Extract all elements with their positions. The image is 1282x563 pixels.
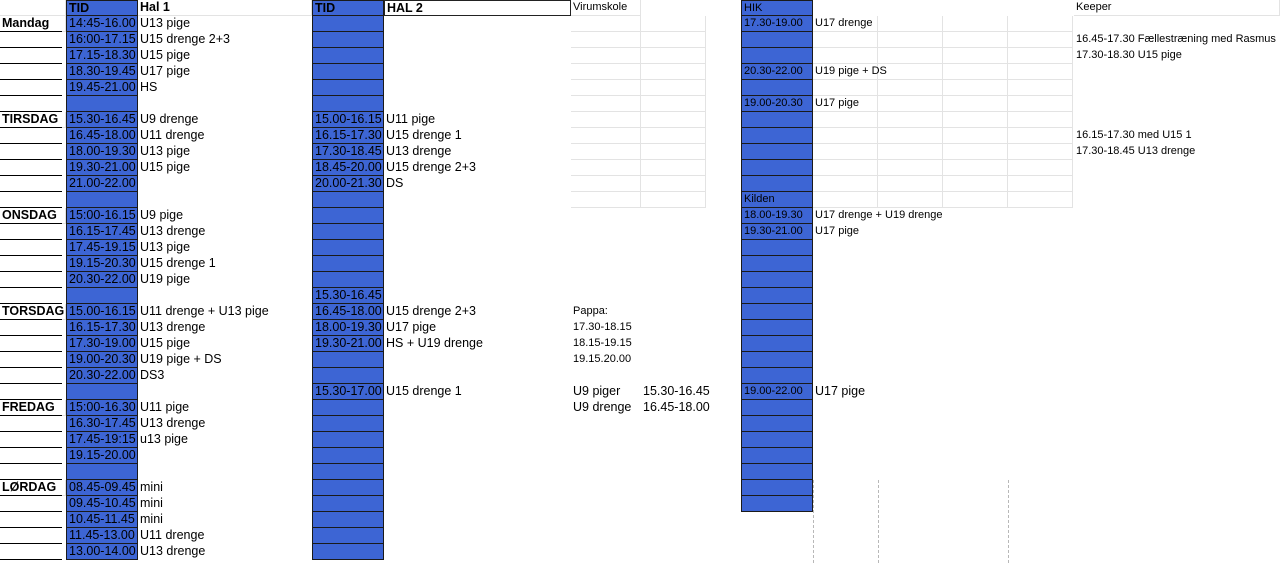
- grid-empty-cell[interactable]: [1008, 128, 1073, 144]
- hal2-time-empty-cell[interactable]: [312, 400, 384, 416]
- hik-time-empty-cell[interactable]: [741, 32, 813, 48]
- hik-time-empty-cell[interactable]: [741, 336, 813, 352]
- hik-time-cell[interactable]: 19.00-20.30: [741, 96, 813, 112]
- hal1-team-cell[interactable]: mini: [140, 480, 163, 494]
- hal2-time-cell[interactable]: 15.30-16.45: [312, 288, 384, 304]
- row-divider: [0, 207, 62, 208]
- hal1-time-cell[interactable]: 19.15-20.30: [66, 256, 138, 272]
- row-divider: [0, 95, 62, 96]
- hal1-team-cell[interactable]: DS3: [140, 368, 165, 382]
- hik-time-empty-cell[interactable]: [741, 80, 813, 96]
- hal2-time-empty-cell[interactable]: [312, 192, 384, 208]
- hal1-time-cell[interactable]: 11.45-13.00: [66, 528, 138, 544]
- hal1-team-cell[interactable]: [138, 96, 312, 112]
- hal1-time-cell[interactable]: 19.45-21.00: [66, 80, 138, 96]
- grid-empty-cell[interactable]: [571, 96, 641, 112]
- hal1-team-cell[interactable]: U13 pige: [140, 240, 191, 254]
- grid-empty-cell[interactable]: [1008, 80, 1073, 96]
- row-divider: [0, 223, 62, 224]
- hal1-time-cell[interactable]: 17.15-18.30: [66, 48, 138, 64]
- hik-time-empty-cell[interactable]: [741, 48, 813, 64]
- grid-empty-cell[interactable]: [571, 64, 641, 80]
- hal1-time-cell[interactable]: 17.30-19.00: [66, 336, 138, 352]
- row-divider: [0, 239, 62, 240]
- row-divider: [0, 479, 62, 480]
- day-label-tirsdag[interactable]: TIRSDAG: [0, 112, 66, 128]
- hal1-time-cell[interactable]: 13.00-14.00: [66, 544, 138, 560]
- hik-time-empty-cell[interactable]: [741, 144, 813, 160]
- hal2-time-empty-cell[interactable]: [312, 448, 384, 464]
- grid-empty-cell[interactable]: [1008, 112, 1073, 128]
- hal1-time-cell[interactable]: 10.45-11.45: [66, 512, 138, 528]
- hik-time-empty-cell[interactable]: [741, 480, 813, 496]
- virum-cell-b[interactable]: 15.30-16.45: [643, 384, 710, 398]
- hik-time-empty-cell[interactable]: [741, 288, 813, 304]
- hal2-time-empty-cell[interactable]: [312, 224, 384, 240]
- grid-empty-cell[interactable]: [1008, 160, 1073, 176]
- hal1-team-cell[interactable]: U15 pige: [140, 48, 191, 62]
- grid-empty-cell[interactable]: [1008, 64, 1073, 80]
- header-hik[interactable]: HIK: [741, 0, 813, 16]
- hal1-time-cell[interactable]: 20.30-22.00: [66, 368, 138, 384]
- hik-time-cell[interactable]: 19.00-22.00: [741, 384, 813, 400]
- hal1-team-cell[interactable]: [138, 192, 312, 208]
- hik-time-empty-cell[interactable]: [741, 432, 813, 448]
- hal2-time-empty-cell[interactable]: [312, 64, 384, 80]
- hal2-time-empty-cell[interactable]: [312, 96, 384, 112]
- grid-empty-cell[interactable]: [1008, 144, 1073, 160]
- hal1-time-cell[interactable]: 18.00-19.30: [66, 144, 138, 160]
- row-divider: [0, 463, 62, 464]
- grid-empty-cell[interactable]: [813, 176, 878, 192]
- virum-cell-b[interactable]: 16.45-18.00: [643, 400, 710, 414]
- grid-empty-cell[interactable]: [878, 192, 943, 208]
- row-divider: [0, 47, 62, 48]
- row-divider: [0, 159, 62, 160]
- grid-empty-cell[interactable]: [943, 192, 1008, 208]
- hal2-team-cell[interactable]: U15 drenge 1: [386, 128, 462, 142]
- header-keeper[interactable]: Keeper: [1074, 0, 1280, 16]
- hal1-time-cell[interactable]: 15.30-16.45: [66, 112, 138, 128]
- header-tid-1[interactable]: TID: [66, 0, 138, 16]
- hal1-team-cell[interactable]: U15 drenge 2+3: [140, 32, 231, 46]
- row-divider: [0, 431, 62, 432]
- hal1-time-cell[interactable]: 17.45-19:15: [66, 432, 138, 448]
- header-tid-2[interactable]: TID: [312, 0, 384, 16]
- grid-empty-cell[interactable]: [878, 128, 943, 144]
- row-divider: [0, 543, 62, 544]
- keeper-cell[interactable]: 17.30-18.30 U15 pige: [1076, 49, 1182, 61]
- hal2-team-cell[interactable]: HS + U19 drenge: [386, 336, 483, 350]
- row-divider: [0, 415, 62, 416]
- row-divider: [0, 303, 62, 304]
- hal2-time-empty-cell[interactable]: [312, 80, 384, 96]
- grid-empty-cell[interactable]: [943, 144, 1008, 160]
- hal2-time-empty-cell[interactable]: [312, 416, 384, 432]
- grid-empty-cell[interactable]: [571, 32, 641, 48]
- hal1-time-cell[interactable]: 16.30-17.45: [66, 416, 138, 432]
- grid-empty-cell[interactable]: [943, 128, 1008, 144]
- hal1-time-cell[interactable]: 15.00-16.15: [66, 304, 138, 320]
- grid-empty-cell[interactable]: [641, 192, 706, 208]
- hal1-team-cell[interactable]: mini: [140, 496, 163, 510]
- hal1-time-cell[interactable]: 18.30-19.45: [66, 64, 138, 80]
- hik-time-cell[interactable]: 18.00-19.30: [741, 208, 813, 224]
- hal2-team-cell[interactable]: U15 drenge 1: [386, 384, 462, 398]
- hal1-team-cell[interactable]: U19 pige: [140, 272, 191, 286]
- hik-time-empty-cell[interactable]: [741, 240, 813, 256]
- grid-empty-cell[interactable]: [641, 48, 706, 64]
- header-hal-1[interactable]: Hal 1: [138, 0, 312, 16]
- hal1-time-cell[interactable]: 19.30-21.00: [66, 160, 138, 176]
- virum-cell-a[interactable]: Pappa:: [573, 305, 608, 317]
- hik-time-empty-cell[interactable]: [741, 272, 813, 288]
- page-break-line: [1008, 480, 1009, 563]
- hik-team-cell[interactable]: U19 pige + DS: [815, 65, 887, 77]
- page-break-line: [813, 480, 814, 563]
- row-divider: [0, 111, 62, 112]
- row-divider: [0, 351, 62, 352]
- grid-empty-cell[interactable]: [641, 112, 706, 128]
- grid-empty-cell[interactable]: [571, 112, 641, 128]
- row-divider: [0, 143, 62, 144]
- hal2-time-empty-cell[interactable]: [312, 544, 384, 560]
- hal1-team-cell[interactable]: U11 drenge + U13 pige: [140, 304, 269, 318]
- hik-kilden-label[interactable]: Kilden: [741, 192, 813, 208]
- hal2-time-empty-cell[interactable]: [312, 496, 384, 512]
- hal1-team-cell[interactable]: U9 pige: [140, 208, 184, 222]
- grid-empty-cell[interactable]: [943, 48, 1008, 64]
- hik-team-cell[interactable]: U17 drenge: [815, 17, 873, 29]
- hal1-time-cell[interactable]: 16.15-17.45: [66, 224, 138, 240]
- hal2-time-empty-cell[interactable]: [312, 432, 384, 448]
- hik-team-cell[interactable]: U17 drenge + U19 drenge: [815, 209, 943, 221]
- hal2-time-empty-cell[interactable]: [312, 48, 384, 64]
- hik-time-empty-cell[interactable]: [741, 320, 813, 336]
- grid-empty-cell[interactable]: [1008, 176, 1073, 192]
- day-label-onsdag[interactable]: ONSDAG: [0, 208, 66, 224]
- hik-time-empty-cell[interactable]: [741, 256, 813, 272]
- row-divider: [0, 559, 62, 560]
- row-divider: [0, 367, 62, 368]
- hal1-team-cell[interactable]: U15 pige: [140, 336, 191, 350]
- hik-team-cell[interactable]: U17 pige: [815, 97, 860, 109]
- hal1-team-cell[interactable]: [138, 448, 312, 464]
- hal2-time-cell[interactable]: 16.15-17.30: [312, 128, 384, 144]
- grid-empty-cell[interactable]: [571, 80, 641, 96]
- row-divider: [0, 63, 62, 64]
- hal2-time-empty-cell[interactable]: [312, 352, 384, 368]
- row-divider: [0, 31, 62, 32]
- hal2-time-empty-cell[interactable]: [312, 512, 384, 528]
- hal1-team-cell[interactable]: HS: [140, 80, 158, 94]
- grid-empty-cell[interactable]: [813, 48, 878, 64]
- grid-empty-cell[interactable]: [641, 16, 706, 32]
- grid-empty-cell[interactable]: [571, 192, 641, 208]
- hik-time-empty-cell[interactable]: [741, 128, 813, 144]
- grid-empty-cell[interactable]: [571, 16, 641, 32]
- virum-cell-a[interactable]: 17.30-18.15: [573, 321, 632, 333]
- hal2-team-cell[interactable]: U15 drenge 2+3: [386, 304, 477, 318]
- hal1-time-cell[interactable]: [66, 464, 138, 480]
- hal1-team-cell[interactable]: [138, 288, 312, 304]
- hal1-time-cell[interactable]: 17.45-19.15: [66, 240, 138, 256]
- row-divider: [0, 287, 62, 288]
- hal2-time-empty-cell[interactable]: [312, 272, 384, 288]
- hik-time-empty-cell[interactable]: [741, 160, 813, 176]
- hik-time-empty-cell[interactable]: [741, 496, 813, 512]
- hal1-team-cell[interactable]: mini: [140, 512, 163, 526]
- hal1-team-cell[interactable]: u13 pige: [140, 432, 188, 446]
- grid-empty-cell[interactable]: [641, 64, 706, 80]
- hal1-team-cell[interactable]: U11 pige: [140, 400, 190, 414]
- hal1-time-cell[interactable]: 16:00-17.15: [66, 32, 138, 48]
- hik-time-empty-cell[interactable]: [741, 464, 813, 480]
- grid-empty-cell[interactable]: [943, 80, 1008, 96]
- hal2-time-empty-cell[interactable]: [312, 528, 384, 544]
- hik-time-empty-cell[interactable]: [741, 304, 813, 320]
- hal2-time-cell[interactable]: 20.00-21.30: [312, 176, 384, 192]
- row-divider: [0, 447, 62, 448]
- hal1-team-cell[interactable]: U13 drenge: [140, 544, 206, 558]
- virum-cell-a[interactable]: 19.15.20.00: [573, 353, 632, 365]
- keeper-cell[interactable]: 17.30-18.45 U13 drenge: [1076, 145, 1196, 157]
- grid-empty-cell[interactable]: [813, 80, 878, 96]
- hik-time-empty-cell[interactable]: [741, 176, 813, 192]
- hal1-time-cell[interactable]: 19.15-20.00: [66, 448, 138, 464]
- keeper-cell[interactable]: 16.45-17.30 Fællestræning med Rasmus: [1076, 33, 1276, 45]
- row-divider: [0, 79, 62, 80]
- hal2-time-empty-cell[interactable]: [312, 32, 384, 48]
- row-divider: [0, 399, 62, 400]
- hik-team-cell[interactable]: U17 pige: [815, 225, 860, 237]
- header-virumskole[interactable]: Virumskole: [571, 0, 641, 16]
- hal1-team-cell[interactable]: U13 pige: [140, 144, 191, 158]
- grid-empty-cell[interactable]: [813, 32, 878, 48]
- grid-empty-cell[interactable]: [878, 176, 943, 192]
- hal1-time-cell[interactable]: 15:00-16.15: [66, 208, 138, 224]
- hal1-time-cell[interactable]: 19.00-20.30: [66, 352, 138, 368]
- row-divider: [0, 127, 62, 128]
- hik-time-empty-cell[interactable]: [741, 416, 813, 432]
- hal1-time-cell[interactable]: 21.00-22.00: [66, 176, 138, 192]
- hik-time-empty-cell[interactable]: [741, 368, 813, 384]
- row-divider: [0, 175, 62, 176]
- grid-empty-cell[interactable]: [571, 48, 641, 64]
- grid-empty-cell[interactable]: [1008, 48, 1073, 64]
- grid-empty-cell[interactable]: [641, 144, 706, 160]
- hal1-time-cell[interactable]: 20.30-22.00: [66, 272, 138, 288]
- row-divider: [0, 191, 62, 192]
- header-corner-cell[interactable]: [0, 0, 66, 16]
- grid-empty-cell[interactable]: [641, 160, 706, 176]
- hal2-time-cell[interactable]: 15.00-16.15: [312, 112, 384, 128]
- grid-empty-cell[interactable]: [1008, 96, 1073, 112]
- grid-empty-cell[interactable]: [641, 96, 706, 112]
- grid-empty-cell[interactable]: [878, 160, 943, 176]
- grid-empty-cell[interactable]: [878, 48, 943, 64]
- grid-empty-cell[interactable]: [1008, 32, 1073, 48]
- hal1-team-cell[interactable]: U13 pige: [140, 16, 191, 30]
- grid-empty-cell[interactable]: [1008, 16, 1073, 32]
- grid-empty-cell[interactable]: [943, 112, 1008, 128]
- day-label-torsdag[interactable]: TORSDAG: [2, 304, 65, 318]
- day-label-mandag[interactable]: Mandag: [0, 16, 66, 32]
- hal1-time-cell[interactable]: 08.45-09.45: [66, 480, 138, 496]
- row-divider: [0, 255, 62, 256]
- virum-cell-a[interactable]: 18.15-19.15: [573, 337, 632, 349]
- hal2-time-empty-cell[interactable]: [312, 16, 384, 32]
- hal1-team-cell[interactable]: [138, 176, 312, 192]
- hal1-time-cell[interactable]: [66, 192, 138, 208]
- day-label-fredag[interactable]: FREDAG: [0, 400, 66, 416]
- grid-empty-cell[interactable]: [878, 144, 943, 160]
- virum-cell-a[interactable]: U9 piger: [573, 384, 621, 398]
- hal2-team-cell[interactable]: DS: [386, 176, 404, 190]
- hal2-team-cell[interactable]: U17 pige: [386, 320, 437, 334]
- grid-empty-cell[interactable]: [813, 192, 878, 208]
- hal1-time-cell[interactable]: 16.15-17.30: [66, 320, 138, 336]
- hal2-time-cell[interactable]: 17.30-18.45: [312, 144, 384, 160]
- row-divider: [0, 335, 62, 336]
- hik-time-cell[interactable]: 19.30-21.00: [741, 224, 813, 240]
- hal1-team-cell[interactable]: U15 drenge 1: [140, 256, 216, 270]
- hal1-team-cell[interactable]: U15 pige: [140, 160, 191, 174]
- grid-empty-cell[interactable]: [641, 32, 706, 48]
- row-divider: [0, 319, 62, 320]
- hal2-time-empty-cell[interactable]: [312, 208, 384, 224]
- grid-empty-cell[interactable]: [571, 160, 641, 176]
- hik-time-empty-cell[interactable]: [741, 448, 813, 464]
- hal1-time-cell[interactable]: 14:45-16.00: [66, 16, 138, 32]
- hal2-time-cell[interactable]: 16.45-18.00: [312, 304, 384, 320]
- grid-empty-cell[interactable]: [641, 80, 706, 96]
- grid-empty-cell[interactable]: [571, 144, 641, 160]
- hal1-time-cell[interactable]: [66, 288, 138, 304]
- day-label-lordag[interactable]: LØRDAG: [0, 480, 66, 496]
- row-divider: [0, 527, 62, 528]
- grid-empty-cell[interactable]: [943, 176, 1008, 192]
- hal2-team-cell[interactable]: U15 drenge 2+3: [386, 160, 477, 174]
- row-divider: [0, 495, 62, 496]
- hik-time-cell[interactable]: 17.30-19.00: [741, 16, 813, 32]
- hal2-time-empty-cell[interactable]: [312, 368, 384, 384]
- grid-empty-cell[interactable]: [1008, 192, 1073, 208]
- hal1-team-cell[interactable]: U9 drenge: [140, 112, 199, 126]
- hal1-team-cell[interactable]: [138, 384, 312, 400]
- header-hal-2[interactable]: HAL 2: [384, 0, 571, 16]
- hik-time-empty-cell[interactable]: [741, 112, 813, 128]
- hal2-time-cell[interactable]: 19.30-21.00: [312, 336, 384, 352]
- hal2-team-cell[interactable]: U13 drenge: [386, 144, 452, 158]
- grid-empty-cell[interactable]: [943, 160, 1008, 176]
- grid-empty-cell[interactable]: [878, 112, 943, 128]
- row-divider: [0, 511, 62, 512]
- hal2-time-cell[interactable]: 18.00-19.30: [312, 320, 384, 336]
- hal1-team-cell[interactable]: [138, 464, 312, 480]
- hik-time-empty-cell[interactable]: [741, 400, 813, 416]
- grid-empty-cell[interactable]: [813, 112, 878, 128]
- hal1-team-cell[interactable]: U11 drenge: [140, 528, 205, 542]
- hal2-time-cell[interactable]: 18.45-20.00: [312, 160, 384, 176]
- hal2-time-empty-cell[interactable]: [312, 464, 384, 480]
- grid-empty-cell[interactable]: [641, 128, 706, 144]
- hal1-team-cell[interactable]: U17 pige: [140, 64, 191, 78]
- grid-empty-cell[interactable]: [878, 80, 943, 96]
- hal1-team-cell[interactable]: U13 drenge: [140, 320, 206, 334]
- grid-empty-cell[interactable]: [878, 32, 943, 48]
- hal1-team-cell[interactable]: U11 drenge: [140, 128, 205, 142]
- hal1-team-cell[interactable]: U19 pige + DS: [140, 352, 222, 366]
- hal1-time-cell[interactable]: 15:00-16.30: [66, 400, 138, 416]
- hal2-time-cell[interactable]: 15.30-17.00: [312, 384, 384, 400]
- grid-empty-cell[interactable]: [571, 128, 641, 144]
- hik-time-empty-cell[interactable]: [741, 352, 813, 368]
- hik-time-cell[interactable]: 20.30-22.00: [741, 64, 813, 80]
- hal2-team-cell[interactable]: U11 pige: [386, 112, 436, 126]
- page-break-line: [878, 480, 879, 563]
- hal2-team-cell[interactable]: [384, 288, 571, 304]
- virum-cell-a[interactable]: U9 drenge: [573, 400, 632, 414]
- grid-empty-cell[interactable]: [571, 176, 641, 192]
- row-divider: [0, 271, 62, 272]
- hik-team-cell[interactable]: U17 pige: [815, 384, 866, 398]
- hal2-time-empty-cell[interactable]: [312, 480, 384, 496]
- hal1-team-cell[interactable]: U13 drenge: [140, 224, 206, 238]
- hal2-time-empty-cell[interactable]: [312, 256, 384, 272]
- hal1-team-cell[interactable]: U13 drenge: [140, 416, 206, 430]
- grid-empty-cell[interactable]: [813, 144, 878, 160]
- hal1-time-cell[interactable]: 16.45-18.00: [66, 128, 138, 144]
- hal1-time-cell[interactable]: 09.45-10.45: [66, 496, 138, 512]
- grid-empty-cell[interactable]: [943, 32, 1008, 48]
- grid-empty-cell[interactable]: [813, 128, 878, 144]
- keeper-cell[interactable]: 16.15-17.30 med U15 1: [1076, 129, 1192, 141]
- hal1-time-cell[interactable]: [66, 384, 138, 400]
- row-divider: [0, 383, 62, 384]
- grid-empty-cell[interactable]: [813, 160, 878, 176]
- grid-empty-cell[interactable]: [641, 176, 706, 192]
- hal1-time-cell[interactable]: [66, 96, 138, 112]
- hal2-time-empty-cell[interactable]: [312, 240, 384, 256]
